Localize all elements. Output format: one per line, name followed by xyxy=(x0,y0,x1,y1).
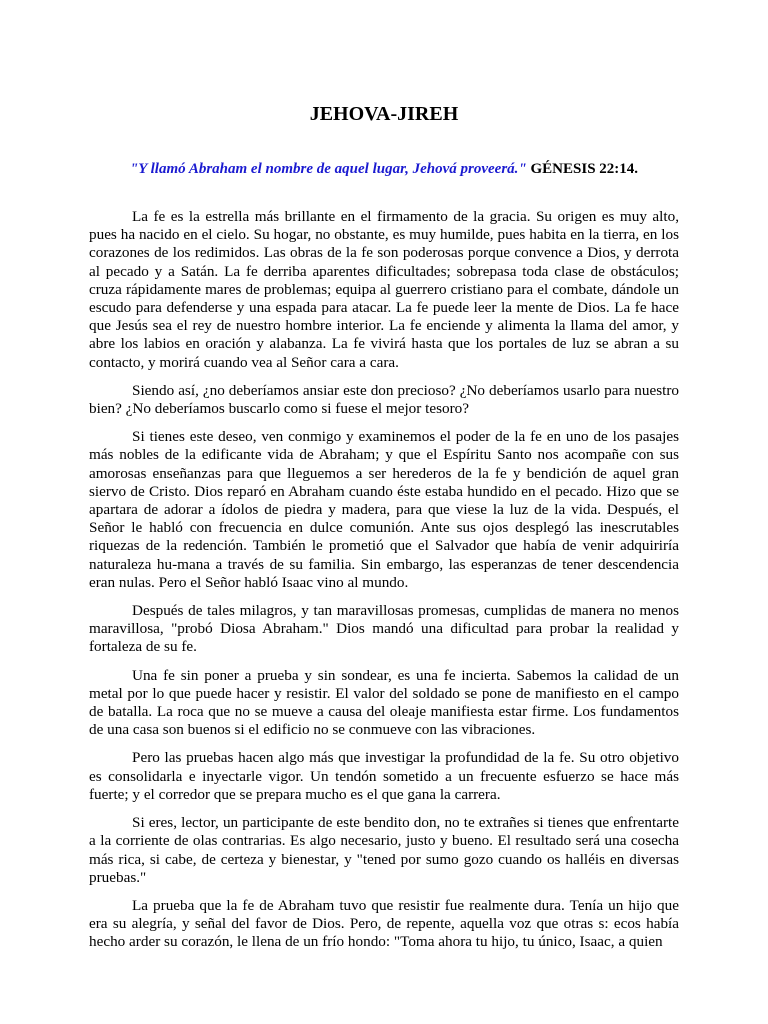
page-title: JEHOVA-JIREH xyxy=(309,103,459,125)
paragraph: Después de tales milagros, y tan maravillosas promesas, cumplidas de manera no menos maravillosa, "probó Diosa Abraham." Dios mandó una dificultad para probar la realidad y fortaleza de su fe. xyxy=(89,602,679,656)
paragraph: Pero las pruebas hacen algo más que investigar la profundidad de la fe. Su otro objetivo es consolidarla e inyectarle vigor. Un tendón sometido a un frecuente esfuerzo se hace más fuerte; y el corredor que se prepara mucho es el que gana la carrera. xyxy=(89,749,679,803)
paragraph: Si tienes este deseo, ven conmigo y examinemos el poder de la fe en uno de los pasajes más nobles de la edificante vida de Abraham; y que el Espíritu Santo nos acompañe con sus amorosas enseñanzas para que lleguemos a ser herederos de la fe y bendición de aquel gran siervo de Cristo. Dios reparó en Abraham cuando éste estaba hundido en el pecado. Hizo que se apartara de adorar a ídolos de piedra y madera, para que viese la luz de la vida. Después, el Señor le habló con frecuencia en dulce comunión. Ante sus ojos desplegó las inescrutables riquezas de la redención. También le prometió que el Salvador que había de venir adquiriría naturaleza hu-mana a través de su familia. Sin embargo, las esperanzas de tener descendencia eran nulas. Pero el Señor habló Isaac vino al mundo. xyxy=(89,428,679,591)
paragraph: Siendo así, ¿no deberíamos ansiar este don precioso? ¿No deberíamos usarlo para nuestro bien? ¿No deberíamos buscarlo como si fuese el mejor tesoro? xyxy=(89,381,679,418)
paragraph: La fe es la estrella más brillante en el firmamento de la gracia. Su origen es muy alto, pues ha nacido en el cielo. Su hogar, no obstante, es muy humilde, pues habita en la tierra, en los corazones de los redimidos. Las obras de la fe son poderosas porque convence a Dios, y derrota al pecado y a Satán. La fe derriba aparentes dificultades; sobrepasa toda clase de obstáculos; cruza rápidamente mares de problemas; equipa al guerrero cristiano para el combate, dándole un escudo para defenderse y una espada para atacar. La fe puede leer la mente de Dios. La fe hace que Jesús sea el rey de nuestro hombre interior. La fe enciende y alimenta la llama del amor, y abre los labios en oración y alabanza. La fe vivirá hasta que los portales de luz se abran a su contacto, y morirá cuando vea al Señor cara a cara. xyxy=(89,208,679,371)
paragraph: Si eres, lector, un participante de este bendito don, no te extrañes si tienes que enfrentarte a la corriente de olas contrarias. Es algo necesario, justo y bueno. El resultado será una cosecha más rica, si cabe, de certeza y bienestar, y "tened por sumo gozo cuando os halléis en diversas pruebas." xyxy=(89,814,679,886)
paragraph: La prueba que la fe de Abraham tuvo que resistir fue realmente dura. Tenía un hijo que era su alegría, y señal del favor de Dios. Pero, de repente, aquella voz que otras s: ecos había hecho arder su corazón, le llena de un frío hondo: "Toma ahora tu hijo, tu único, Isaac, a quien xyxy=(89,896,679,951)
paragraph: Una fe sin poner a prueba y sin sondear, es una fe incierta. Sabemos la calidad de un metal por lo que puede hacer y resistir. El valor del soldado se pone de manifiesto en el campo de batalla. La roca que no se mueve a causa del oleaje manifiesta estar firme. Los fundamentos de una casa son buenos si el edificio no se conmueve con las vibraciones. xyxy=(89,666,679,739)
epigraph-reference: GÉNESIS 22:14. xyxy=(530,161,639,177)
epigraph-quote: "Y llamó Abraham el nombre de aquel lugar, Jehová proveerá." xyxy=(129,161,527,177)
body-text xyxy=(89,208,679,962)
epigraph xyxy=(0,159,768,179)
